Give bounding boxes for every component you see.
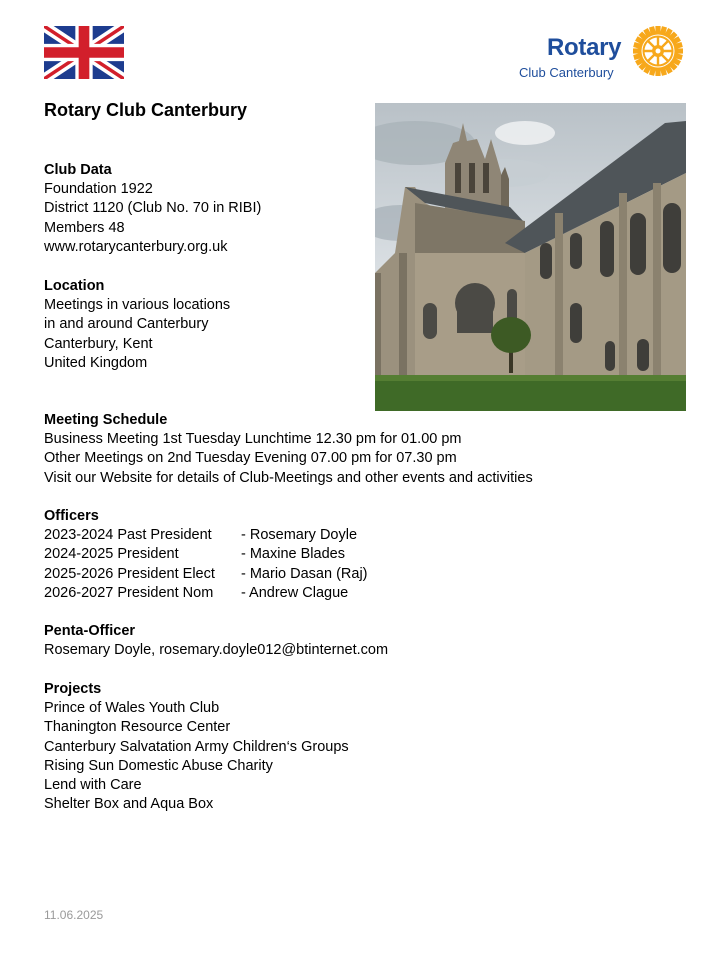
rotary-logo bbox=[518, 24, 688, 82]
location-line: in and around Canterbury bbox=[44, 316, 209, 333]
project-item: Thanington Resource Center bbox=[44, 719, 231, 736]
footer-date: 11.06.2025 bbox=[44, 908, 104, 922]
meeting-line: Other Meetings on 2nd Tuesday Evening 07.00 pm for 07.30 pm bbox=[44, 450, 457, 467]
project-item: Lend with Care bbox=[44, 777, 142, 794]
penta-officer-section bbox=[44, 622, 388, 660]
officer-name: - Mario Dasan (Raj) bbox=[241, 565, 368, 582]
penta-officer-heading: Penta-Officer bbox=[44, 623, 136, 639]
projects-heading: Projects bbox=[44, 681, 102, 697]
location-section bbox=[44, 277, 230, 373]
meeting-heading: Meeting Schedule bbox=[44, 412, 168, 428]
officer-role: 2023-2024 Past President bbox=[44, 527, 212, 544]
club-data-heading: Club Data bbox=[44, 162, 112, 178]
location-line: Meetings in various locations bbox=[44, 297, 231, 314]
officer-name: - Rosemary Doyle bbox=[241, 527, 358, 544]
project-item: Rising Sun Domestic Abuse Charity bbox=[44, 757, 273, 774]
project-item: Shelter Box and Aqua Box bbox=[44, 796, 214, 813]
location-line: United Kingdom bbox=[44, 354, 148, 371]
officer-role: 2024-2025 President bbox=[44, 546, 179, 563]
officer-row bbox=[44, 565, 368, 584]
officer-name: - Maxine Blades bbox=[241, 546, 345, 563]
club-data-line: Members 48 bbox=[44, 219, 125, 236]
location-line: Canterbury, Kent bbox=[44, 335, 153, 352]
officers-section bbox=[44, 507, 368, 603]
officer-row bbox=[44, 584, 368, 603]
club-website-link[interactable]: www.rotarycanterbury.org.uk bbox=[44, 238, 228, 255]
rotary-wheel-icon bbox=[632, 25, 684, 77]
meeting-line: Visit our Website for details of Club-Meetings and other events and activities bbox=[44, 469, 533, 486]
project-item: Canterbury Salvatation Army Children‘s Groups bbox=[44, 738, 349, 755]
meeting-line: Business Meeting 1st Tuesday Lunchtime 12.30 pm for 01.00 pm bbox=[44, 431, 462, 448]
club-data-section bbox=[44, 161, 261, 257]
officer-row bbox=[44, 545, 368, 564]
officer-role: 2026-2027 President Nom bbox=[44, 584, 214, 601]
canterbury-cathedral-photo-icon bbox=[375, 103, 686, 411]
officer-name: - Andrew Clague bbox=[241, 584, 349, 601]
meeting-section bbox=[44, 411, 533, 488]
officers-heading: Officers bbox=[44, 508, 99, 524]
officer-row bbox=[44, 526, 368, 545]
union-jack-flag-icon bbox=[44, 26, 124, 79]
location-heading: Location bbox=[44, 278, 105, 294]
club-data-line: Foundation 1922 bbox=[44, 181, 153, 198]
officer-role: 2025-2026 President Elect bbox=[44, 565, 215, 582]
penta-officer-contact: Rosemary Doyle, rosemary.doyle012@btinternet.com bbox=[44, 642, 389, 659]
projects-section bbox=[44, 680, 349, 814]
logo-subtitle: Club Canterbury bbox=[519, 65, 614, 80]
page-title: Rotary Club Canterbury bbox=[44, 100, 248, 120]
club-data-line: District 1120 (Club No. 70 in RIBI) bbox=[44, 200, 262, 217]
project-item: Prince of Wales Youth Club bbox=[44, 700, 220, 717]
logo-word: Rotary bbox=[547, 34, 622, 61]
